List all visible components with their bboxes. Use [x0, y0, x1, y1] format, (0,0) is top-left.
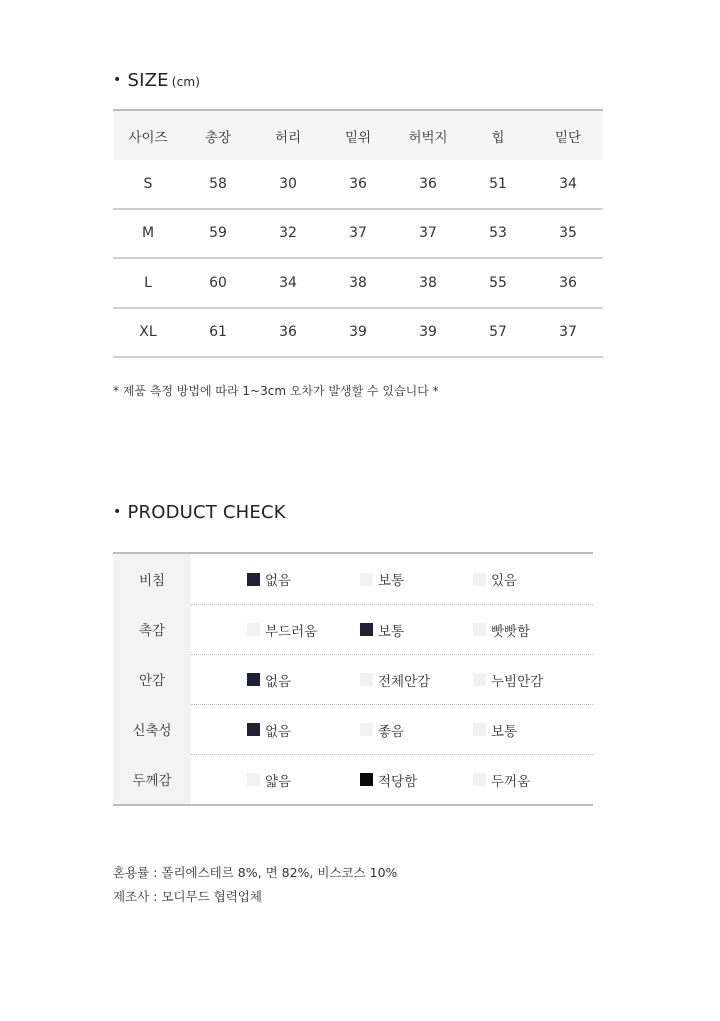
unselected-box-icon [360, 573, 373, 586]
check-option [247, 569, 360, 589]
option-label: 부드러움 [265, 623, 318, 640]
table-cell: 60 [209, 274, 227, 291]
check-option [247, 720, 360, 740]
check-label: 두께감 [113, 754, 191, 804]
table-cell: M [141, 225, 155, 242]
table-cell: 55 [489, 274, 507, 291]
table-cell: 39 [419, 324, 437, 341]
product-info [113, 861, 397, 909]
check-option [247, 670, 360, 690]
table-row [113, 160, 603, 210]
unselected-box-icon [247, 773, 260, 786]
table-cell: 34 [559, 175, 577, 192]
size-title-text: SIZE [127, 70, 169, 91]
table-row [113, 210, 603, 260]
table-cell: 34 [279, 274, 297, 291]
size-unit: (cm) [171, 75, 201, 89]
option-label: 얇음 [265, 773, 292, 790]
check-row-thickness [113, 754, 593, 804]
option-label: 누빔안감 [491, 673, 544, 690]
check-label: 신축성 [113, 704, 191, 754]
check-option [360, 720, 473, 740]
check-option [247, 770, 360, 790]
table-cell: 39 [349, 324, 367, 341]
table-cell: 53 [489, 225, 507, 242]
check-title-text: PRODUCT CHECK [127, 502, 286, 523]
check-option [473, 770, 586, 790]
option-label: 있음 [491, 573, 518, 589]
size-table [113, 109, 603, 358]
option-label: 좋음 [378, 723, 405, 740]
product-check-table [113, 552, 593, 806]
table-row [113, 309, 603, 359]
option-label: 전체안감 [378, 673, 431, 690]
option-label: 없음 [265, 673, 292, 690]
manufacturer-text: 제조사 : 모디무드 협력업체 [113, 889, 262, 904]
table-cell: 30 [279, 175, 297, 192]
check-option [247, 620, 360, 640]
table-cell: 32 [279, 225, 297, 242]
unselected-box-icon [473, 623, 486, 636]
option-label: 없음 [265, 723, 292, 740]
unselected-box-icon [360, 723, 373, 736]
table-cell: 38 [349, 274, 367, 291]
size-note: * 제품 측정 방법에 따라 1~3cm 오차가 발생할 수 있습니다 * [113, 384, 439, 398]
check-row-texture [113, 604, 593, 654]
option-label: 두꺼움 [491, 773, 531, 790]
table-cell: 59 [209, 225, 227, 242]
unselected-box-icon [360, 673, 373, 686]
unselected-box-icon [473, 723, 486, 736]
table-cell: 38 [419, 274, 437, 291]
check-option [360, 620, 473, 640]
check-option [360, 569, 473, 589]
option-label: 적당함 [378, 773, 418, 790]
table-cell: 36 [419, 175, 437, 192]
table-cell: 61 [209, 324, 227, 341]
unselected-box-icon [473, 773, 486, 786]
unselected-box-icon [473, 573, 486, 586]
check-row-stretch [113, 704, 593, 754]
check-label: 안감 [113, 654, 191, 704]
check-option [473, 569, 586, 589]
check-option [473, 670, 586, 690]
check-label: 비침 [113, 554, 191, 604]
option-label: 빳빳함 [491, 623, 531, 640]
table-cell: 35 [559, 225, 577, 242]
unselected-box-icon [473, 673, 486, 686]
header-cell: 총장 [204, 129, 232, 146]
table-cell: 37 [559, 324, 577, 341]
check-options [191, 704, 593, 754]
table-cell: 37 [349, 225, 367, 242]
bullet-icon: • [113, 72, 122, 88]
header-cell: 밑단 [554, 129, 582, 146]
table-cell: 51 [489, 175, 507, 192]
product-check-title [113, 502, 286, 523]
check-options [191, 754, 593, 804]
option-label: 보통 [491, 723, 518, 740]
table-cell: 36 [349, 175, 367, 192]
table-cell: 37 [419, 225, 437, 242]
check-options [191, 654, 593, 704]
table-cell: L [144, 274, 152, 291]
header-cell: 사이즈 [128, 129, 168, 146]
size-section-title [113, 70, 200, 91]
header-cell: 밑위 [344, 129, 372, 146]
composition-text: 혼용률 : 폴리에스테르 8%, 면 82%, 비스코스 10% [113, 865, 398, 880]
table-cell: S [143, 175, 153, 192]
option-label: 없음 [265, 573, 292, 589]
unselected-box-icon [247, 623, 260, 636]
selected-box-icon [247, 723, 260, 736]
table-cell: 57 [489, 324, 507, 341]
header-cell: 힙 [491, 129, 505, 146]
selected-box-icon [247, 673, 260, 686]
bullet-icon: • [113, 504, 122, 520]
check-option [360, 670, 473, 690]
header-cell: 허벅지 [408, 129, 448, 146]
check-row-transparency [113, 554, 593, 604]
check-row-lining [113, 654, 593, 704]
selected-box-icon [247, 573, 260, 586]
check-option [473, 720, 586, 740]
check-option [473, 620, 586, 640]
check-label: 촉감 [113, 604, 191, 654]
table-cell: XL [139, 324, 157, 341]
table-cell: 36 [559, 274, 577, 291]
option-label: 보통 [378, 573, 405, 589]
table-row [113, 259, 603, 309]
size-table-header [113, 111, 603, 160]
option-label: 보통 [378, 623, 405, 640]
table-cell: 36 [279, 324, 297, 341]
table-cell: 58 [209, 175, 227, 192]
check-options [191, 604, 593, 654]
selected-box-icon [360, 623, 373, 636]
check-options [191, 554, 593, 604]
header-cell: 허리 [274, 129, 302, 146]
check-option [360, 770, 473, 790]
selected-box-icon [360, 773, 373, 786]
